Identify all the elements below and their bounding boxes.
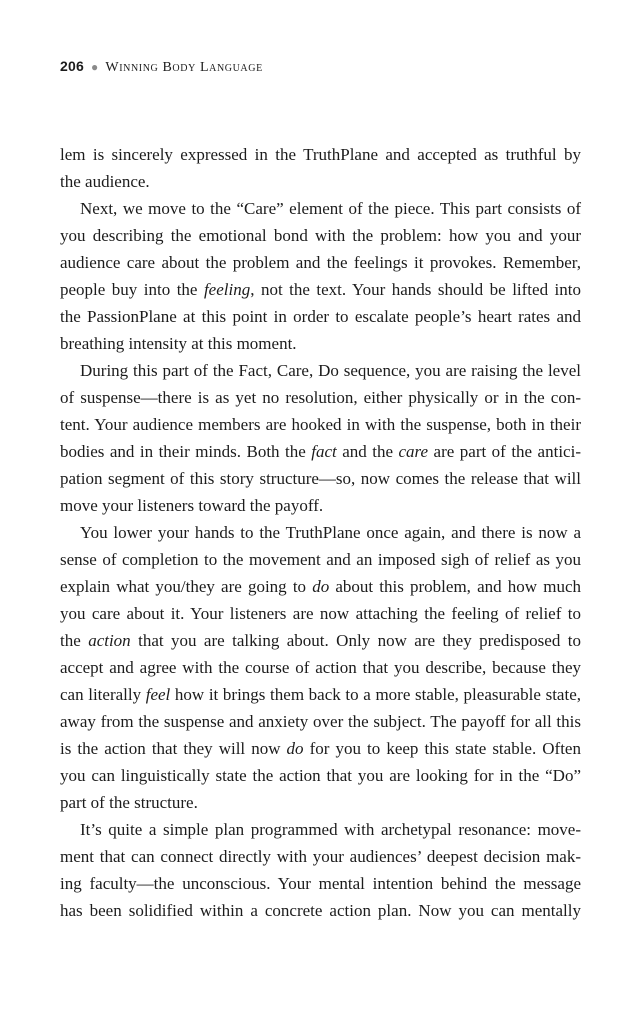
text-segment: can literally (60, 685, 146, 704)
text-segment: Next, we move to the “Care” element of the piece. This part consists of (80, 199, 581, 218)
text-segment: you care about it. Your listeners are now attaching the feeling of relief to (60, 604, 581, 623)
text-line (60, 600, 581, 627)
text-line (60, 222, 581, 249)
text-segment: has been solidified within a concrete action plan. Now you can mentally (60, 901, 581, 920)
text-line (60, 735, 581, 762)
text-segment: about this problem, and how much (329, 577, 581, 596)
text-line (60, 384, 581, 411)
text-line (60, 141, 581, 168)
body-text (60, 141, 581, 924)
text-segment: the audience. (60, 172, 150, 191)
text-segment: move your listeners toward the payoff. (60, 496, 324, 515)
text-segment: accept and agree with the course of action that you describe, because they (60, 658, 581, 677)
text-segment: pation segment of this story structure—so, now comes the release that will (60, 469, 581, 488)
text-line (60, 654, 581, 681)
text-segment: tent. Your audience members are hooked in with the suspense, both in their (60, 415, 581, 434)
text-line (60, 276, 581, 303)
text-line (60, 870, 581, 897)
text-segment: is the action that they will now (60, 739, 287, 758)
text-line (60, 789, 581, 816)
text-line (60, 195, 581, 222)
italic-text: fact (311, 442, 337, 461)
italic-text: do (286, 739, 304, 758)
text-segment: away from the suspense and anxiety over the subject. The payoff for all this (60, 712, 581, 731)
text-line (60, 762, 581, 789)
text-segment: you can linguistically state the action that you are looking for in the “Do” (60, 766, 581, 785)
text-line (60, 330, 581, 357)
text-segment: breathing intensity at this moment. (60, 334, 297, 353)
text-line (60, 519, 581, 546)
text-line (60, 708, 581, 735)
text-segment: you describing the emotional bond with the problem: how you and your (60, 226, 581, 245)
text-line (60, 303, 581, 330)
text-line (60, 465, 581, 492)
text-segment: of suspense—there is as yet no resolution, either physically or in the con- (60, 388, 581, 407)
text-line (60, 816, 581, 843)
text-line (60, 411, 581, 438)
text-segment: , not the text. Your hands should be lifted into (250, 280, 581, 299)
italic-text: do (312, 577, 330, 596)
text-segment: how it brings them back to a more stable, pleasurable state, (170, 685, 581, 704)
page-number: 206 (60, 58, 84, 74)
italic-text: action (88, 631, 131, 650)
book-title: Winning Body Language (105, 60, 263, 75)
italic-text: care (398, 442, 429, 461)
text-segment: bodies and in their minds. Both the (60, 442, 312, 461)
italic-text: feel (145, 685, 171, 704)
text-line (60, 168, 581, 195)
text-line (60, 573, 581, 600)
text-line (60, 357, 581, 384)
text-line (60, 681, 581, 708)
text-segment: that you are talking about. Only now are they predisposed to (130, 631, 581, 650)
italic-text: feeling (203, 280, 251, 299)
text-line (60, 249, 581, 276)
text-segment: lem is sincerely expressed in the TruthPlane and accepted as truthful by (60, 145, 581, 164)
text-segment: sense of completion to the movement and an imposed sigh of relief as you (60, 550, 581, 569)
text-segment: ing faculty—the unconscious. Your mental intention behind the message (60, 874, 581, 893)
text-segment: the PassionPlane at this point in order to escalate people’s heart rates and (60, 307, 581, 326)
text-line (60, 546, 581, 573)
text-line (60, 492, 581, 519)
text-segment: explain what you/they are going to (60, 577, 313, 596)
text-segment: During this part of the Fact, Care, Do sequence, you are raising the level (80, 361, 581, 380)
text-line (60, 438, 581, 465)
text-segment: You lower your hands to the TruthPlane once again, and there is now a (80, 523, 581, 542)
bullet-separator-icon: ● (90, 60, 99, 74)
text-line (60, 627, 581, 654)
text-segment: ment that can connect directly with your audiences’ deepest decision mak- (60, 847, 581, 866)
text-segment: It’s quite a simple plan programmed with archetypal resonance: move- (80, 820, 581, 839)
text-segment: the (60, 631, 89, 650)
text-segment: part of the structure. (60, 793, 198, 812)
text-segment: audience care about the problem and the feelings it provokes. Remember, (60, 253, 581, 272)
text-segment: and the (336, 442, 399, 461)
running-head (60, 58, 263, 76)
text-line (60, 897, 581, 924)
text-segment: for you to keep this state stable. Often (303, 739, 581, 758)
text-line (60, 843, 581, 870)
text-segment: are part of the antici- (428, 442, 581, 461)
text-segment: people buy into the (60, 280, 204, 299)
